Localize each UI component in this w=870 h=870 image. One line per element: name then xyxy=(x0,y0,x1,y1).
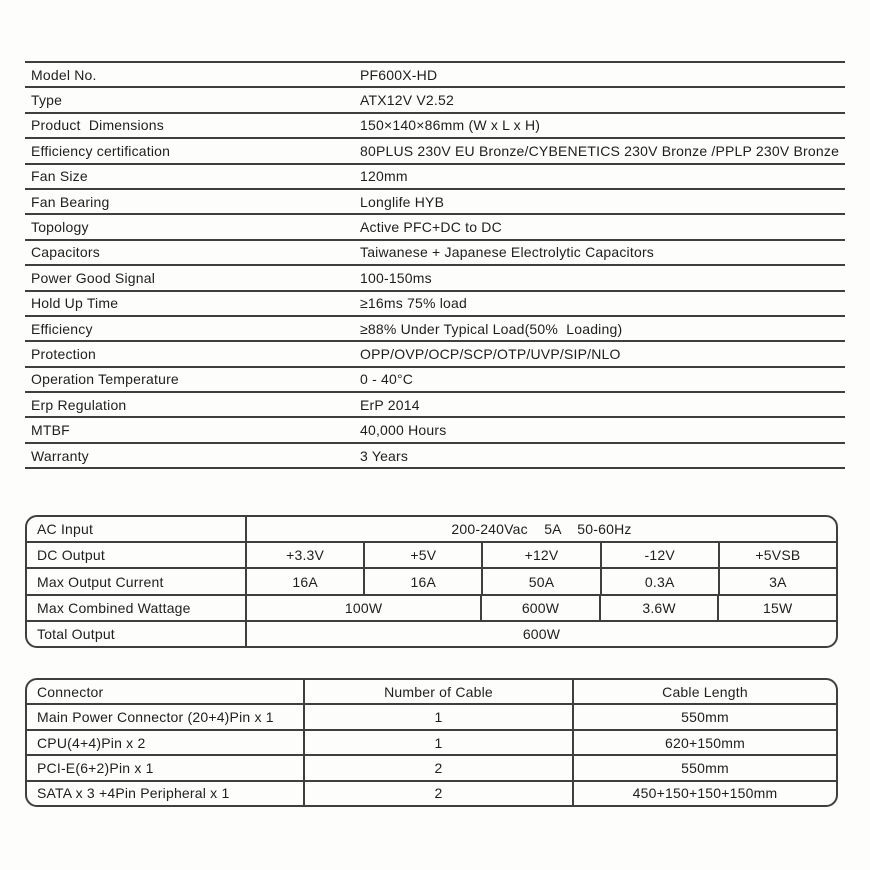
spec-row-dimensions xyxy=(25,114,845,139)
spec-label: Topology xyxy=(31,219,89,236)
rail-3v3-header: +3.3V xyxy=(247,543,365,567)
wattage-5vsb: 15W xyxy=(762,599,793,616)
ac-input-row xyxy=(27,517,836,543)
spec-row-fan-size xyxy=(25,165,845,190)
total-output-label: Total Output xyxy=(27,622,247,646)
current-neg12v: 0.3A xyxy=(602,569,720,593)
spec-value: ≥16ms 75% load xyxy=(360,295,467,312)
max-combined-wattage-row xyxy=(27,596,836,622)
current-5vsb: 3A xyxy=(769,573,787,590)
general-spec-table xyxy=(25,61,845,469)
connector-cables: 2 xyxy=(305,782,574,805)
connector-row-pcie xyxy=(27,756,836,781)
connector-cables: 2 xyxy=(305,756,574,779)
spec-value: Taiwanese + Japanese Electrolytic Capacitors xyxy=(360,244,655,261)
spec-value: 150×140×86mm (W x L x H) xyxy=(360,117,541,134)
spec-value: 80PLUS 230V EU Bronze/CYBENETICS 230V Bronze /PPLP 230V Bronze xyxy=(360,142,840,159)
spec-row-capacitors xyxy=(25,241,845,266)
wattage-neg12v: 3.6W xyxy=(601,596,720,620)
spec-row-power-good xyxy=(25,266,845,291)
max-combined-wattage-label: Max Combined Wattage xyxy=(27,596,247,620)
rail-12v-header: +12V xyxy=(483,543,601,567)
spec-label: Erp Regulation xyxy=(31,396,127,413)
max-output-current-label: Max Output Current xyxy=(27,569,247,593)
dc-output-label: DC Output xyxy=(27,543,247,567)
spec-value: 100-150ms xyxy=(360,269,432,286)
spec-value: Longlife HYB xyxy=(360,193,445,210)
spec-value: ErP 2014 xyxy=(360,396,420,413)
wattage-3v3-5v: 100W xyxy=(247,596,482,620)
rail-5vsb-header: +5VSB xyxy=(755,547,801,564)
spec-row-protection xyxy=(25,342,845,367)
spec-row-holdup xyxy=(25,292,845,317)
connector-cables: 1 xyxy=(305,705,574,728)
connector-name: CPU(4+4)Pin x 2 xyxy=(27,731,305,754)
spec-label: Type xyxy=(31,92,63,109)
spec-row-efficiency xyxy=(25,317,845,342)
spec-row-warranty xyxy=(25,444,845,469)
current-12v: 50A xyxy=(483,569,601,593)
connector-length: 550mm xyxy=(681,709,729,726)
connector-name: SATA x 3 +4Pin Peripheral x 1 xyxy=(27,782,305,805)
max-output-current-row xyxy=(27,569,836,595)
connector-header: Connector xyxy=(27,680,305,703)
spec-label: Capacitors xyxy=(31,244,100,261)
spec-value: ≥88% Under Typical Load(50% Loading) xyxy=(360,320,623,337)
spec-row-model xyxy=(25,63,845,88)
connector-header-row xyxy=(27,680,836,705)
ac-input-label: AC Input xyxy=(27,517,247,541)
cable-length-header: Cable Length xyxy=(662,683,748,700)
spec-row-efficiency-cert xyxy=(25,139,845,164)
spec-label: Warranty xyxy=(31,447,89,464)
ac-input-value: 200-240Vac 5A 50-60Hz xyxy=(451,521,632,538)
connector-name: PCI-E(6+2)Pin x 1 xyxy=(27,756,305,779)
power-output-table xyxy=(25,515,838,648)
spec-value: 120mm xyxy=(360,168,408,185)
connector-row-cpu xyxy=(27,731,836,756)
spec-value: PF600X-HD xyxy=(360,66,438,83)
spec-row-topology xyxy=(25,215,845,240)
dc-output-row xyxy=(27,543,836,569)
spec-row-fan-bearing xyxy=(25,190,845,215)
rail-neg12v-header: -12V xyxy=(602,543,720,567)
spec-row-erp xyxy=(25,393,845,418)
spec-label: Product Dimensions xyxy=(31,117,164,134)
connector-name: Main Power Connector (20+4)Pin x 1 xyxy=(27,705,305,728)
spec-value: 40,000 Hours xyxy=(360,422,447,439)
spec-value: ATX12V V2.52 xyxy=(360,92,454,109)
spec-label: Efficiency certification xyxy=(31,142,171,159)
total-output-value: 600W xyxy=(522,625,561,642)
number-of-cable-header: Number of Cable xyxy=(305,680,574,703)
spec-label: MTBF xyxy=(31,422,70,439)
spec-row-type xyxy=(25,88,845,113)
spec-value: 0 - 40°C xyxy=(360,371,414,388)
connector-cables: 1 xyxy=(305,731,574,754)
wattage-12v: 600W xyxy=(482,596,601,620)
spec-label: Power Good Signal xyxy=(31,269,156,286)
spec-label: Fan Bearing xyxy=(31,193,110,210)
connector-row-sata xyxy=(27,782,836,805)
total-output-row xyxy=(27,622,836,646)
spec-label: Protection xyxy=(31,345,97,362)
current-3v3: 16A xyxy=(247,569,365,593)
spec-label: Efficiency xyxy=(31,320,93,337)
spec-row-mtbf xyxy=(25,418,845,443)
spec-label: Fan Size xyxy=(31,168,88,185)
spec-label: Hold Up Time xyxy=(31,295,119,312)
connector-length: 620+150mm xyxy=(664,734,746,751)
connector-length: 450+150+150+150mm xyxy=(632,785,778,802)
spec-label: Model No. xyxy=(31,66,97,83)
connector-table xyxy=(25,678,838,807)
spec-value: 3 Years xyxy=(360,447,409,464)
spec-label: Operation Temperature xyxy=(31,371,179,388)
connector-length: 550mm xyxy=(681,759,729,776)
spec-value: OPP/OVP/OCP/SCP/OTP/UVP/SIP/NLO xyxy=(360,345,621,362)
spec-row-temperature xyxy=(25,368,845,393)
rail-5v-header: +5V xyxy=(365,543,483,567)
connector-row-main-power xyxy=(27,705,836,730)
spec-value: Active PFC+DC to DC xyxy=(360,219,502,236)
current-5v: 16A xyxy=(365,569,483,593)
